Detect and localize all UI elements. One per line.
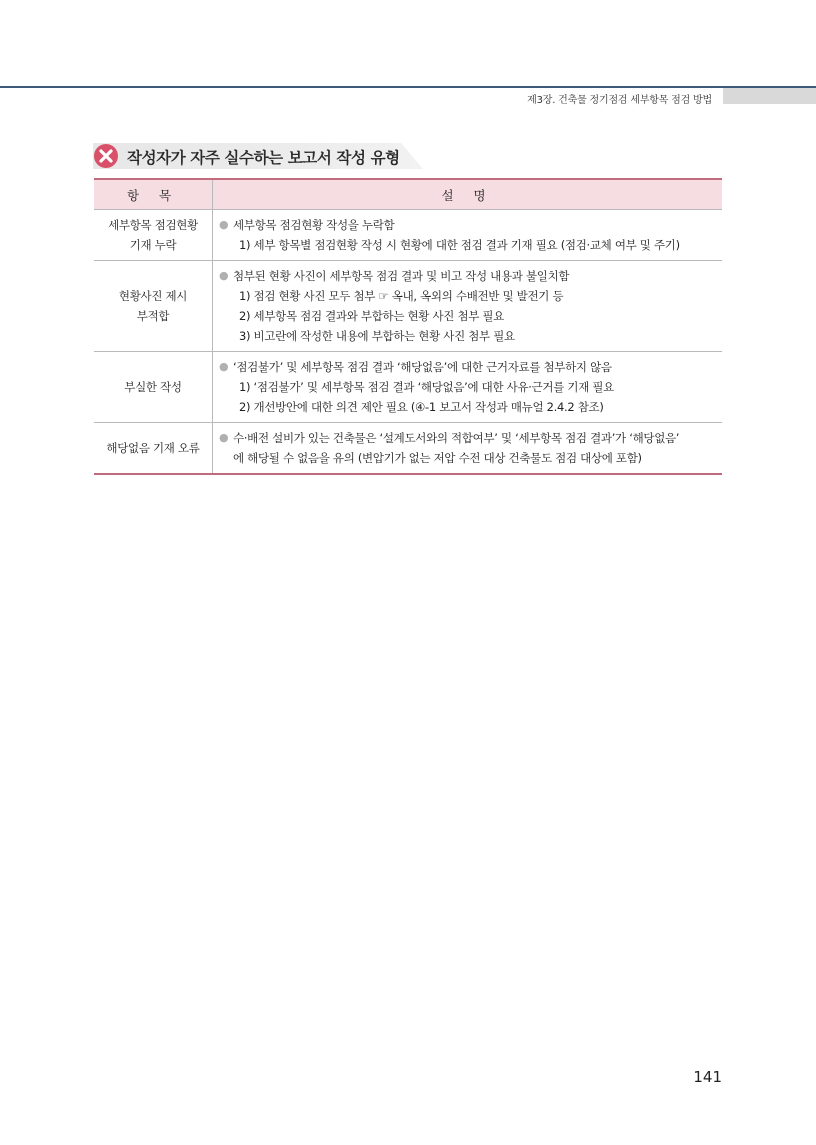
table-header-row [94,179,722,210]
section-title: 작성자가 자주 실수하는 보고서 작성 유형 [127,149,400,167]
header-description: 설 명 [213,179,723,210]
description-cell: ● 첨부된 현황 사진이 세부항목 점검 결과 및 비고 작성 내용과 불일치함 1) 점검 현황 사진 모두 첨부 ☞ 옥내, 옥외의 수배전반 및 발전기 등 2) 세부항목 점검 결과와 부합하는 현황 사진 첨부 필요 3) 비고란에 작성한 내용에 부합하는 현황 사진 첨부 필요 [213,261,723,352]
bullet-dot-icon: ● [219,269,229,282]
bullet-dot-icon: ● [219,218,229,231]
description-cell: ● ‘점검불가’ 및 세부항목 점검 결과 ‘해당없음’에 대한 근거자료를 첨부하지 않음 1) ‘점검불가’ 및 세부항목 점검 결과 ‘해당없음’에 대한 사유·근거를 기재 필요 2) 개선방안에 대한 의견 제안 필요 (④-1 보고서 작성과 매뉴얼 2.4.2 참조) [213,352,723,423]
error-types-table [94,178,722,475]
table-row [94,210,722,261]
item-cell: 부실한 작성 [94,352,213,423]
running-title: 제3장. 건축물 정기점검 세부항목 점검 방법 [527,95,712,106]
header-rule [0,86,816,88]
description-cell: ● 수·배전 설비가 있는 건축물은 ‘설계도서와의 적합여부’ 및 ‘세부항목 점검 결과’가 ‘해당없음’ 에 해당될 수 없음을 유의 (변압기가 없는 저압 수전 대상 건축물도 점검 대상에 포함) [213,423,723,475]
item-cell: 해당없음 기재 오류 [94,423,213,475]
page-number: 141 [693,1068,722,1086]
item-cell: 현황사진 제시 부적합 [94,261,213,352]
table-row [94,423,722,475]
table-row [94,261,722,352]
table-row [94,352,722,423]
bullet-dot-icon: ● [219,360,229,373]
bullet-dot-icon: ● [219,431,229,444]
close-x-icon [93,143,119,169]
description-cell: ● 세부항목 점검현황 작성을 누락함 1) 세부 항목별 점검현황 작성 시 현황에 대한 점검 결과 기재 필요 (점검·교체 여부 및 주기) [213,210,723,261]
item-cell: 세부항목 점검현황 기재 누락 [94,210,213,261]
header-tab [723,88,816,104]
header-item: 항 목 [94,179,213,210]
section-title-bar [93,143,423,169]
